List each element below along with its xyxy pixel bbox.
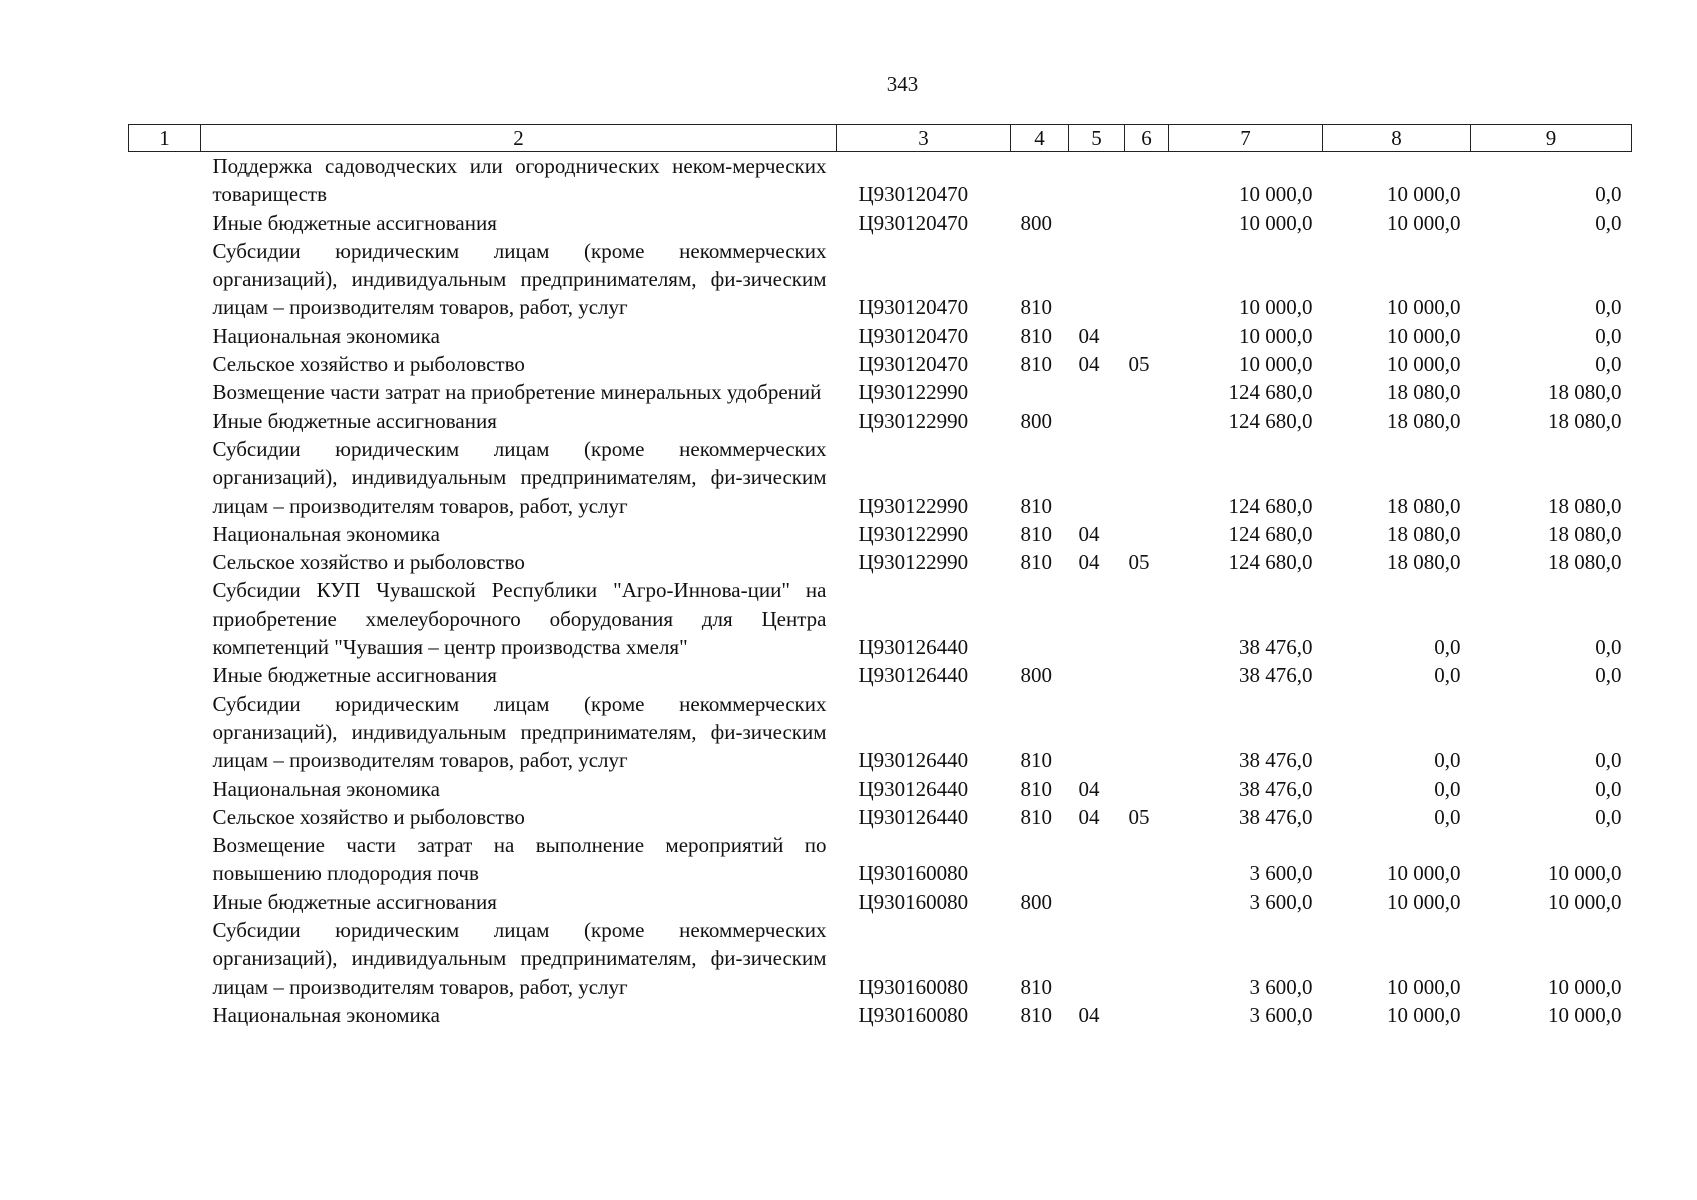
- target-article-cell: Ц930120470: [858, 182, 969, 207]
- row-number-cell: [129, 152, 201, 209]
- page-number: 343: [886, 72, 919, 96]
- section-cell: [1069, 831, 1125, 888]
- item-name-cell: Сельское хозяйство и рыболовство: [212, 550, 525, 575]
- row-number-cell: [129, 407, 201, 435]
- amount-col9-cell: 10 000,0: [1548, 1002, 1622, 1027]
- section-cell: [1069, 888, 1125, 916]
- amount-col9-cell: 0,0: [1595, 323, 1622, 348]
- amount-col7-cell: 10 000,0: [1239, 210, 1313, 235]
- target-article-cell: Ц930122990: [858, 550, 969, 575]
- expense-group-cell: 810: [1020, 550, 1052, 575]
- item-name-cell: Иные бюджетные ассигнования: [212, 663, 497, 688]
- table-row: [129, 661, 1632, 689]
- target-article-cell: Ц930120470: [858, 352, 969, 377]
- item-name-cell: Возмещение части затрат на выполнение мероприятий по повышению плодородия почв: [212, 833, 827, 886]
- amount-col8-cell: 10 000,0: [1387, 182, 1461, 207]
- target-article-cell: Ц930122990: [858, 380, 969, 405]
- amount-col9-cell: 10 000,0: [1548, 974, 1622, 999]
- table-row: [129, 322, 1632, 350]
- target-article-cell: Ц930120470: [858, 323, 969, 348]
- section-cell: [1069, 916, 1125, 1001]
- amount-col9-cell: 18 080,0: [1548, 550, 1622, 575]
- row-number-cell: [129, 322, 201, 350]
- section-cell: [1069, 435, 1125, 520]
- target-article-cell: Ц930122990: [858, 408, 969, 433]
- subsection-cell: [1125, 888, 1169, 916]
- amount-col9-cell: 18 080,0: [1548, 408, 1622, 433]
- section-cell: [1069, 209, 1125, 237]
- table-row: [129, 209, 1632, 237]
- amount-col7-cell: 124 680,0: [1228, 408, 1313, 433]
- amount-col7-cell: 10 000,0: [1239, 323, 1313, 348]
- expense-group-cell: 810: [1020, 295, 1052, 320]
- subsection-cell: [1125, 690, 1169, 775]
- row-number-cell: [129, 831, 201, 888]
- subsection-cell: [1125, 775, 1169, 803]
- amount-col9-cell: 0,0: [1595, 748, 1622, 773]
- item-name-cell: Национальная экономика: [212, 323, 440, 348]
- section-cell: 04: [1078, 352, 1100, 377]
- section-cell: [1069, 237, 1125, 322]
- table-row: [129, 803, 1632, 831]
- amount-col8-cell: 18 080,0: [1387, 550, 1461, 575]
- item-name-cell: Национальная экономика: [212, 1002, 440, 1027]
- amount-col8-cell: 18 080,0: [1387, 408, 1461, 433]
- item-name-cell: Сельское хозяйство и рыболовство: [212, 804, 525, 829]
- row-number-cell: [129, 916, 201, 1001]
- amount-col7-cell: 124 680,0: [1228, 521, 1313, 546]
- row-number-cell: [129, 888, 201, 916]
- amount-col7-cell: 124 680,0: [1228, 380, 1313, 405]
- section-cell: 04: [1078, 521, 1100, 546]
- amount-col8-cell: 10 000,0: [1387, 1002, 1461, 1027]
- amount-col8-cell: 18 080,0: [1387, 521, 1461, 546]
- amount-col7-cell: 38 476,0: [1239, 663, 1313, 688]
- amount-col7-cell: 3 600,0: [1249, 861, 1313, 886]
- column-header-2: 2: [201, 125, 837, 152]
- row-number-cell: [129, 350, 201, 378]
- subsection-cell: [1125, 661, 1169, 689]
- target-article-cell: Ц930160080: [858, 889, 969, 914]
- subsection-cell: 05: [1128, 352, 1150, 377]
- subsection-cell: 05: [1128, 804, 1150, 829]
- column-header-4: 4: [1011, 125, 1069, 152]
- amount-col9-cell: 0,0: [1595, 776, 1622, 801]
- column-header-3: 3: [837, 125, 1011, 152]
- amount-col8-cell: 0,0: [1434, 748, 1461, 773]
- amount-col7-cell: 38 476,0: [1239, 776, 1313, 801]
- amount-col9-cell: 0,0: [1595, 663, 1622, 688]
- amount-col9-cell: 18 080,0: [1548, 380, 1622, 405]
- section-cell: 04: [1078, 550, 1100, 575]
- amount-col9-cell: 0,0: [1595, 182, 1622, 207]
- expense-group-cell: 810: [1020, 352, 1052, 377]
- row-number-cell: [129, 378, 201, 406]
- item-name-cell: Сельское хозяйство и рыболовство: [212, 352, 525, 377]
- amount-col7-cell: 3 600,0: [1249, 1002, 1313, 1027]
- target-article-cell: Ц930126440: [858, 748, 969, 773]
- row-number-cell: [129, 209, 201, 237]
- amount-col7-cell: 3 600,0: [1249, 974, 1313, 999]
- table-row: [129, 1001, 1632, 1029]
- amount-col9-cell: 0,0: [1595, 352, 1622, 377]
- target-article-cell: Ц930122990: [858, 493, 969, 518]
- expense-group-cell: 810: [1020, 974, 1052, 999]
- table-row: [129, 576, 1632, 661]
- item-name-cell: Субсидии юридическим лицам (кроме некоммерческих организаций), индивидуальным предпринимателям, фи-зическим лицам – производителям товаров, работ, услуг: [212, 918, 827, 999]
- amount-col8-cell: 0,0: [1434, 776, 1461, 801]
- table-row: [129, 520, 1632, 548]
- column-header-5: 5: [1069, 125, 1125, 152]
- row-number-cell: [129, 803, 201, 831]
- subsection-cell: [1125, 152, 1169, 209]
- column-header-9: 9: [1471, 125, 1632, 152]
- amount-col8-cell: 0,0: [1434, 663, 1461, 688]
- expense-group-cell: 800: [1020, 210, 1052, 235]
- amount-col7-cell: 10 000,0: [1239, 295, 1313, 320]
- expense-group-cell: 810: [1020, 493, 1052, 518]
- expense-group-cell: 810: [1020, 1002, 1052, 1027]
- subsection-cell: [1125, 322, 1169, 350]
- table-row: [129, 775, 1632, 803]
- item-name-cell: Иные бюджетные ассигнования: [212, 210, 497, 235]
- section-cell: [1069, 661, 1125, 689]
- subsection-cell: [1125, 831, 1169, 888]
- amount-col8-cell: 10 000,0: [1387, 861, 1461, 886]
- subsection-cell: [1125, 407, 1169, 435]
- expense-group-cell: 810: [1020, 748, 1052, 773]
- row-number-cell: [129, 576, 201, 661]
- table-row: [129, 350, 1632, 378]
- expense-group-cell: 800: [1020, 408, 1052, 433]
- amount-col8-cell: 10 000,0: [1387, 974, 1461, 999]
- amount-col8-cell: 0,0: [1434, 804, 1461, 829]
- column-header-8: 8: [1323, 125, 1471, 152]
- subsection-cell: [1125, 435, 1169, 520]
- section-cell: [1069, 407, 1125, 435]
- amount-col8-cell: 10 000,0: [1387, 889, 1461, 914]
- budget-table: [128, 124, 1632, 1029]
- section-cell: [1069, 576, 1125, 661]
- expense-group-cell: 810: [1020, 521, 1052, 546]
- item-name-cell: Возмещение части затрат на приобретение минеральных удобрений: [212, 380, 822, 405]
- expense-group-cell: 800: [1020, 663, 1052, 688]
- amount-col8-cell: 0,0: [1434, 635, 1461, 660]
- item-name-cell: Субсидии юридическим лицам (кроме некоммерческих организаций), индивидуальным предпринимателям, фи-зическим лицам – производителям товаров, работ, услуг: [212, 436, 827, 518]
- section-cell: [1069, 690, 1125, 775]
- row-number-cell: [129, 1001, 201, 1029]
- subsection-cell: [1125, 520, 1169, 548]
- row-number-cell: [129, 435, 201, 520]
- amount-col7-cell: 10 000,0: [1239, 182, 1313, 207]
- amount-col7-cell: 38 476,0: [1239, 804, 1313, 829]
- amount-col8-cell: 10 000,0: [1387, 295, 1461, 320]
- row-number-cell: [129, 237, 201, 322]
- target-article-cell: Ц930160080: [858, 861, 969, 886]
- section-cell: [1069, 152, 1125, 209]
- subsection-cell: [1125, 576, 1169, 661]
- amount-col9-cell: 0,0: [1595, 635, 1622, 660]
- expense-group-cell: [1011, 831, 1069, 888]
- target-article-cell: Ц930126440: [858, 804, 969, 829]
- subsection-cell: 05: [1128, 550, 1150, 575]
- table-row: [129, 888, 1632, 916]
- subsection-cell: [1125, 209, 1169, 237]
- amount-col7-cell: 38 476,0: [1239, 635, 1313, 660]
- table-row: [129, 831, 1632, 888]
- column-header-7: 7: [1169, 125, 1323, 152]
- expense-group-cell: 810: [1020, 323, 1052, 348]
- amount-col7-cell: 3 600,0: [1249, 889, 1313, 914]
- row-number-cell: [129, 661, 201, 689]
- amount-col8-cell: 18 080,0: [1387, 493, 1461, 518]
- expense-group-cell: [1011, 152, 1069, 209]
- table-row: [129, 378, 1632, 406]
- item-name-cell: Национальная экономика: [212, 776, 440, 801]
- amount-col9-cell: 18 080,0: [1548, 521, 1622, 546]
- table-row: [129, 690, 1632, 775]
- amount-col9-cell: 10 000,0: [1548, 861, 1622, 886]
- expense-group-cell: 810: [1020, 776, 1052, 801]
- subsection-cell: [1125, 916, 1169, 1001]
- table-body: [129, 152, 1632, 1030]
- subsection-cell: [1125, 378, 1169, 406]
- row-number-cell: [129, 690, 201, 775]
- expense-group-cell: [1011, 378, 1069, 406]
- item-name-cell: Национальная экономика: [212, 521, 440, 546]
- column-number-row: [129, 125, 1632, 152]
- section-cell: 04: [1078, 804, 1100, 829]
- amount-col7-cell: 10 000,0: [1239, 352, 1313, 377]
- target-article-cell: Ц930126440: [858, 635, 969, 660]
- target-article-cell: Ц930120470: [858, 295, 969, 320]
- column-header-6: 6: [1125, 125, 1169, 152]
- item-name-cell: Иные бюджетные ассигнования: [212, 408, 497, 433]
- subsection-cell: [1125, 237, 1169, 322]
- amount-col8-cell: 10 000,0: [1387, 323, 1461, 348]
- target-article-cell: Ц930122990: [858, 521, 969, 546]
- section-cell: [1069, 378, 1125, 406]
- amount-col7-cell: 124 680,0: [1228, 493, 1313, 518]
- section-cell: 04: [1078, 776, 1100, 801]
- target-article-cell: Ц930126440: [858, 776, 969, 801]
- amount-col7-cell: 124 680,0: [1228, 550, 1313, 575]
- section-cell: 04: [1078, 323, 1100, 348]
- item-name-cell: Субсидии юридическим лицам (кроме некоммерческих организаций), индивидуальным предпринимателям, фи-зическим лицам – производителям товаров, работ, услуг: [212, 238, 827, 320]
- table-row: [129, 916, 1632, 1001]
- item-name-cell: Субсидии юридическим лицам (кроме некоммерческих организаций), индивидуальным предпринимателям, фи-зическим лицам – производителям товаров, работ, услуг: [212, 691, 827, 773]
- row-number-cell: [129, 548, 201, 576]
- target-article-cell: Ц930160080: [858, 1002, 969, 1027]
- target-article-cell: Ц930160080: [858, 974, 969, 999]
- table-row: [129, 237, 1632, 322]
- amount-col8-cell: 18 080,0: [1387, 380, 1461, 405]
- row-number-cell: [129, 775, 201, 803]
- amount-col9-cell: 0,0: [1595, 210, 1622, 235]
- item-name-cell: Иные бюджетные ассигнования: [212, 889, 497, 914]
- target-article-cell: Ц930126440: [858, 663, 969, 688]
- target-article-cell: Ц930120470: [858, 210, 969, 235]
- amount-col7-cell: 38 476,0: [1239, 748, 1313, 773]
- amount-col9-cell: 0,0: [1595, 295, 1622, 320]
- section-cell: 04: [1078, 1002, 1100, 1027]
- amount-col8-cell: 10 000,0: [1387, 352, 1461, 377]
- expense-group-cell: 800: [1020, 889, 1052, 914]
- column-header-1: 1: [129, 125, 201, 152]
- budget-table-container: [128, 124, 1631, 1029]
- table-row: [129, 548, 1632, 576]
- item-name-cell: Поддержка садоводческих или огороднических неком-мерческих товариществ: [212, 154, 827, 207]
- expense-group-cell: 810: [1020, 804, 1052, 829]
- amount-col9-cell: 18 080,0: [1548, 493, 1622, 518]
- item-name-cell: Субсидии КУП Чувашской Республики "Агро-Иннова-ции" на приобретение хмелеуборочного оборудования для Центра компетенций "Чувашия – центр производства хмеля": [212, 578, 827, 660]
- row-number-cell: [129, 520, 201, 548]
- expense-group-cell: [1011, 576, 1069, 661]
- table-row: [129, 152, 1632, 209]
- subsection-cell: [1125, 1001, 1169, 1029]
- table-row: [129, 407, 1632, 435]
- table-row: [129, 435, 1632, 520]
- amount-col8-cell: 10 000,0: [1387, 210, 1461, 235]
- amount-col9-cell: 10 000,0: [1548, 889, 1622, 914]
- amount-col9-cell: 0,0: [1595, 804, 1622, 829]
